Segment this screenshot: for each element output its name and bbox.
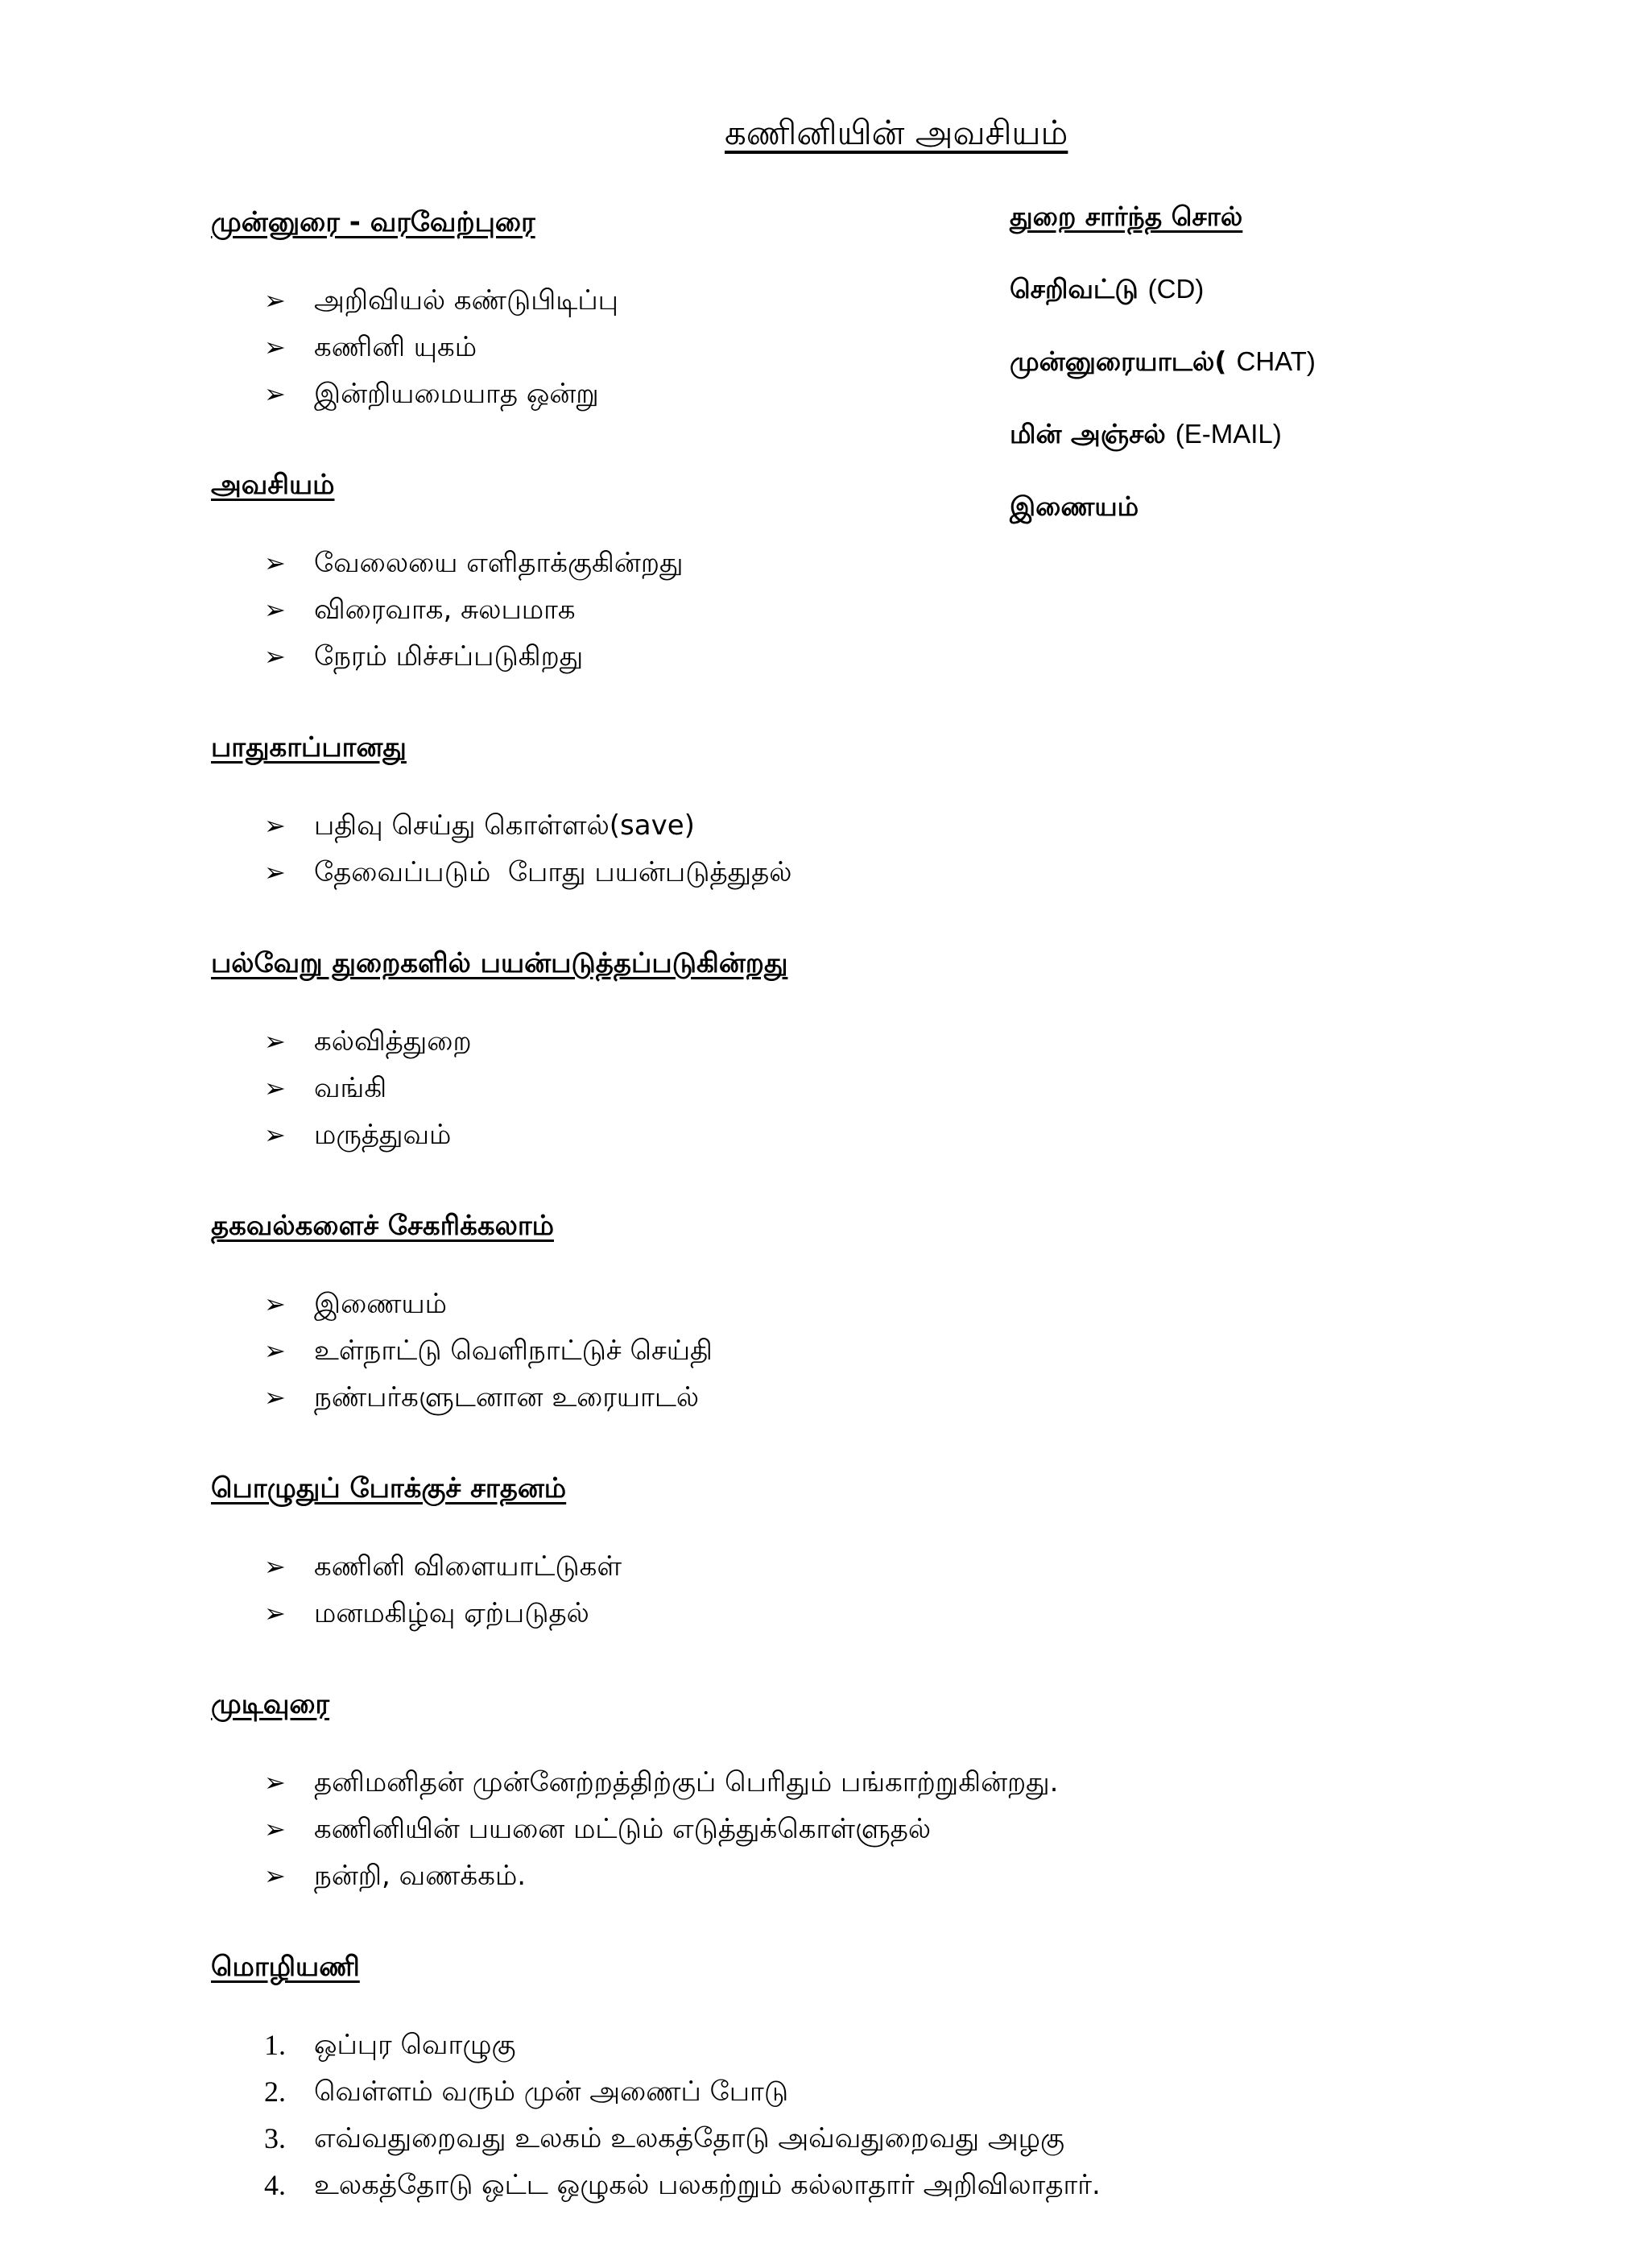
glossary-term (1010, 343, 1622, 380)
arrow-bullet-icon: ➢ (264, 594, 286, 625)
list-item (264, 849, 1419, 896)
section-heading-fields: பல்வேறு துறைகளில் பயன்படுத்தப்படுகின்றது (211, 947, 788, 979)
arrow-bullet-icon: ➢ (264, 1026, 286, 1057)
arrow-bullet-icon: ➢ (264, 641, 286, 672)
list-item-text: தனிமனிதன் முன்னேற்றத்திற்குப் பெரிதும் பங்காற்றுகின்றது. (314, 1766, 1059, 1798)
list-item-text: நன்றி, வணக்கம். (314, 1860, 527, 1892)
list-item-text: கணினி யுகம் (314, 331, 477, 363)
arrow-bullet-icon: ➢ (264, 1767, 286, 1798)
glossary-term-english: (CD) (1147, 274, 1205, 304)
arrow-bullet-icon: ➢ (264, 810, 286, 841)
list-item-text: அறிவியல் கண்டுபிடிப்பு (314, 284, 618, 317)
list-item (264, 1018, 1419, 1065)
list-item-text: வேலையை எளிதாக்குகின்றது (314, 547, 684, 579)
arrow-bullet-icon: ➢ (264, 1382, 286, 1413)
arrow-bullet-icon: ➢ (264, 1814, 286, 1844)
glossary-term (1010, 488, 1622, 525)
glossary-term-tamil: மின் அஞ்சல் (1010, 418, 1166, 449)
list-item (264, 1759, 1419, 1806)
entertainment-list (211, 1543, 1419, 1637)
arrow-bullet-icon: ➢ (264, 379, 286, 409)
list-item (264, 1111, 1419, 1158)
proverbs-list (211, 2022, 1419, 2208)
fields-list (211, 1018, 1419, 1158)
arrow-bullet-icon: ➢ (264, 332, 286, 362)
arrow-bullet-icon: ➢ (264, 1598, 286, 1629)
section-heading-necessity: அவசியம் (211, 469, 335, 501)
list-item (264, 1590, 1419, 1637)
list-number: 2. (264, 2076, 286, 2108)
arrow-bullet-icon: ➢ (264, 548, 286, 578)
list-item (264, 2115, 1419, 2162)
arrow-bullet-icon: ➢ (264, 1860, 286, 1891)
arrow-bullet-icon: ➢ (264, 1335, 286, 1366)
arrow-bullet-icon: ➢ (264, 1551, 286, 1582)
section-heading-proverbs: மொழியணி (211, 1951, 360, 1983)
list-item-text: உலகத்தோடு ஒட்ட ஒழுகல் பலகற்றும் கல்லாதார் அறிவிலாதார். (314, 2169, 1101, 2201)
list-item-text: இன்றியமையாத ஒன்று (314, 378, 599, 410)
conclusion-list (211, 1759, 1419, 1899)
glossary-term-tamil: இணையம் (1010, 490, 1139, 522)
list-item-text: இணையம் (314, 1288, 448, 1320)
list-item-text: எவ்வதுறைவது உலகம் உலகத்தோடு அவ்வதுறைவது அழகு (314, 2122, 1065, 2154)
glossary-term (1010, 271, 1622, 308)
list-item-text: கணினி விளையாட்டுகள் (314, 1550, 622, 1583)
glossary-term-english: (E-MAIL) (1175, 419, 1282, 449)
list-item (264, 1806, 1419, 1852)
list-item (264, 2022, 1419, 2068)
list-number: 3. (264, 2122, 286, 2154)
arrow-bullet-icon: ➢ (264, 285, 286, 316)
list-item-text: கல்வித்துறை (314, 1025, 472, 1057)
section-heading-information: தகவல்களைச் சேகரிக்கலாம் (211, 1210, 554, 1242)
glossary-term-tamil: செறிவட்டு (1010, 273, 1139, 304)
list-item (264, 1374, 1419, 1421)
list-item-text: நண்பர்களுடனான உரையாடல் (314, 1381, 700, 1413)
glossary-term-english: CHAT) (1236, 346, 1316, 376)
list-item (264, 2162, 1419, 2208)
list-item (264, 1543, 1419, 1590)
list-number: 4. (264, 2169, 286, 2201)
glossary-panel (1010, 198, 1622, 561)
safety-list (211, 802, 1419, 896)
list-item-text: தேவைப்படும் போது பயன்படுத்துதல் (314, 856, 792, 888)
list-item (264, 802, 1419, 849)
glossary-heading: துறை சார்ந்த சொல் (1010, 201, 1243, 232)
glossary-term-tamil: முன்னுரையாடல்( (1010, 346, 1227, 377)
section-heading-safety: பாதுகாப்பானது (211, 731, 407, 764)
list-item-text: வங்கி (314, 1072, 387, 1104)
list-item-text: வெள்ளம் வரும் முன் அணைப் போடு (314, 2076, 789, 2108)
list-item-text: பதிவு செய்து கொள்ளல்(save) (314, 809, 695, 842)
necessity-list (211, 540, 1419, 680)
list-item (264, 1065, 1419, 1111)
arrow-bullet-icon: ➢ (264, 1120, 286, 1150)
list-item-text: உள்நாட்டு வெளிநாட்டுச் செய்தி (314, 1335, 713, 1367)
list-item-text: மனமகிழ்வு ஏற்படுதல் (314, 1597, 589, 1629)
section-heading-entertainment: பொழுதுப் போக்குச் சாதனம் (211, 1472, 567, 1504)
list-item (264, 2068, 1419, 2115)
arrow-bullet-icon: ➢ (264, 1073, 286, 1103)
list-item-text: ஒப்புர வொழுகு (314, 2029, 516, 2061)
arrow-bullet-icon: ➢ (264, 857, 286, 888)
list-item (264, 586, 1419, 633)
list-item (264, 633, 1419, 680)
information-list (211, 1281, 1419, 1421)
glossary-term (1010, 416, 1622, 453)
list-item (264, 1281, 1419, 1327)
list-item-text: நேரம் மிச்சப்படுகிறது (314, 640, 584, 673)
section-heading-conclusion: முடிவுரை (211, 1688, 330, 1720)
list-item (264, 1327, 1419, 1374)
list-item-text: விரைவாக, சுலபமாக (314, 594, 576, 626)
arrow-bullet-icon: ➢ (264, 1289, 286, 1319)
list-item (264, 1852, 1419, 1899)
list-item-text: கணினியின் பயனை மட்டும் எடுத்துக்கொள்ளுதல் (314, 1813, 932, 1845)
list-number: 1. (264, 2029, 286, 2061)
list-item-text: மருத்துவம் (314, 1119, 452, 1151)
page-title: கணினியின் அவசியம் (725, 113, 1068, 152)
section-heading-introduction: முன்னுரை - வரவேற்புரை (211, 206, 535, 238)
